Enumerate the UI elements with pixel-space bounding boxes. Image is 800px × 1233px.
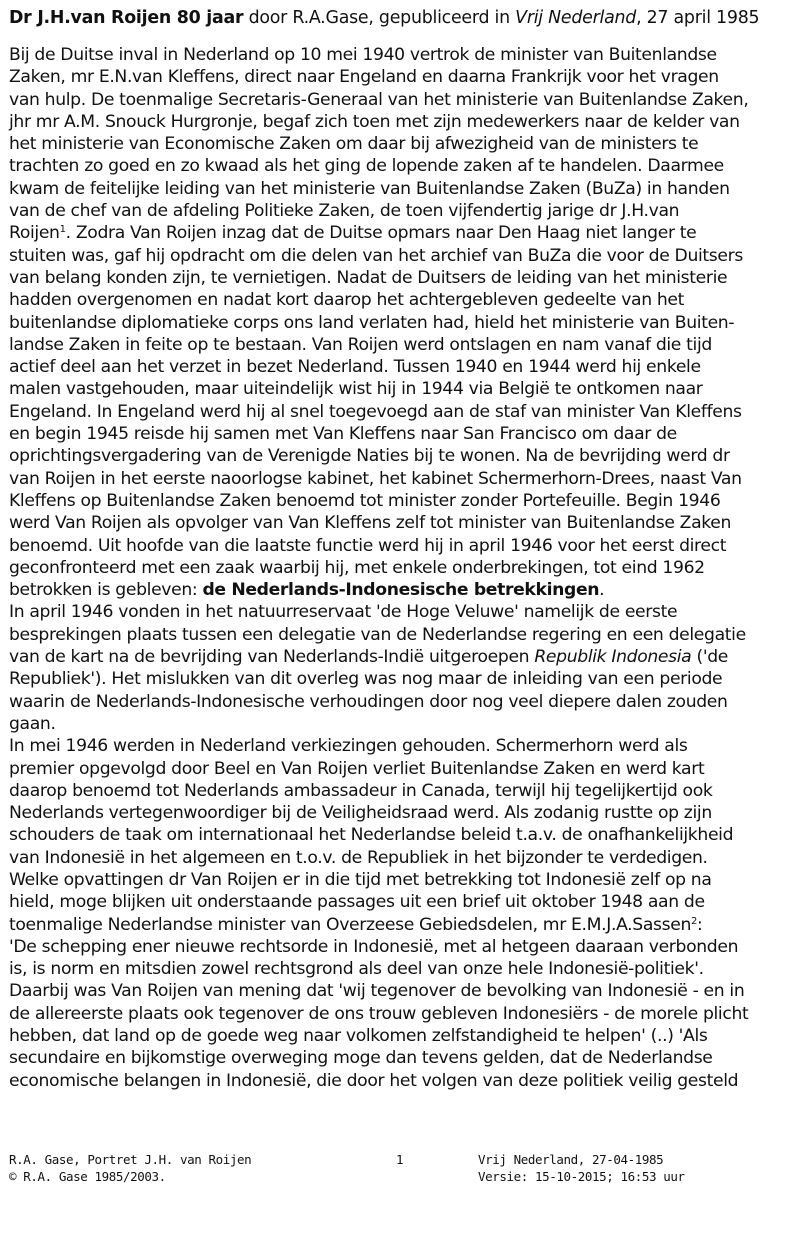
text-line: waarin de Nederlands-Indonesische verhoudingen door nog veel diepere dalen zouden xyxy=(9,691,728,712)
text-line: Bij de Duitse inval in Nederland op 10 mei 1940 vertrok de minister van Buitenlandse xyxy=(9,45,717,65)
text-line: Engeland. In Engeland werd hij al snel toegevoegd aan de staf van minister Van Kleffens xyxy=(9,401,742,422)
text-line: geconfronteerd met een zaak waarbij hij, met enkele onderbrekingen, tot eind 1962 xyxy=(9,557,705,578)
footer-author: R.A. Gase, Portret J.H. van Roijen xyxy=(9,1152,252,1167)
footer-copyright: © R.A. Gase 1985/2003. xyxy=(9,1169,166,1184)
text-line: secundaire en bijkomstige overweging moge dan tevens gelden, dat de Nederlandse xyxy=(9,1048,713,1069)
text-line: en begin 1945 reisde hij samen met Van Kleffens naar San Francisco om daar de xyxy=(9,424,677,445)
text-line xyxy=(9,646,794,668)
text-line: benoemd. Uit hoofde van die laatste functie werd hij in april 1946 voor het eerst direct xyxy=(9,535,727,556)
title-byline: door R.A.Gase, gepubliceerd in xyxy=(243,8,516,28)
text-line: hield, moge blijken uit onderstaande passages uit een brief uit oktober 1948 aan de xyxy=(9,892,705,913)
text-line: economische belangen in Indonesië, die door het volgen van deze politiek veilig gesteld xyxy=(9,1070,739,1091)
text-line: hebben, dat land op de goede weg naar volkomen zelfstandigheid te helpen' (..) 'Als xyxy=(9,1026,708,1047)
text-line: Nederlands vertegenwoordiger bij de Veiligheidsraad werd. Als zodanig rustte op zijn xyxy=(9,803,712,824)
article-body xyxy=(9,44,794,1092)
text-line: stuiten was, gaf hij opdracht om die delen van het archief van BuZa die voor de Duitsers xyxy=(9,245,743,266)
text-line: van Roijen in het eerste naoorlogse kabinet, het kabinet Schermerhorn-Drees, naast Van xyxy=(9,468,742,489)
emphasis-italic: Republik Indonesia xyxy=(534,647,692,668)
text-line: van hulp. De toenmalige Secretaris-Generaal van het ministerie van Buitenlandse Zaken, xyxy=(9,89,749,110)
text-span: ('de xyxy=(691,647,728,668)
document-title xyxy=(9,6,794,30)
text-span: : xyxy=(697,914,703,935)
text-line: 'De schepping ener nieuwe rechtsorde in Indonesië, met al hetgeen daaraan verbonden xyxy=(9,936,739,957)
footnote-ref-1: 1 xyxy=(59,224,66,236)
footer-right xyxy=(478,1151,685,1185)
text-line: werd Van Roijen als opvolger van Van Kleffens zelf tot minister van Buitenlandse Zaken xyxy=(9,513,732,534)
text-span: . xyxy=(599,580,605,601)
text-line: jhr mr A.M. Snouck Hurgronje, begaf zich toen met zijn medewerkers naar de kelder van xyxy=(9,111,740,132)
footer-version: Versie: 15-10-2015; 16:53 uur xyxy=(478,1169,685,1184)
text-line: van de chef van de afdeling Politieke Zaken, de toen vijfendertig jarige dr J.H.van xyxy=(9,201,680,222)
text-line: kwam de feitelijke leiding van het ministerie van Buitenlandse Zaken (BuZa) in handen xyxy=(9,178,730,199)
text-line: gaan. xyxy=(9,713,56,734)
text-line: buitenlandse diplomatieke corps ons land verlaten had, hield het ministerie van Buiten- xyxy=(9,312,735,333)
text-line: trachten zo goed en zo kwaad als het ging de lopende zaken af te handelen. Daarmee xyxy=(9,156,724,177)
text-line: Kleffens op Buitenlandse Zaken benoemd tot minister zonder Portefeuille. Begin 1946 xyxy=(9,490,721,511)
title-subject: Dr J.H.van Roijen 80 jaar xyxy=(9,8,244,28)
title-date: , 27 april 1985 xyxy=(636,8,760,28)
text-span: . Zodra Van Roijen inzag dat de Duitse opmars naar Den Haag niet langer te xyxy=(65,223,697,244)
text-line: Daarbij was Van Roijen van mening dat 'wij tegenover de bevolking van Indonesië - en in xyxy=(9,981,745,1002)
text-line: besprekingen plaats tussen een delegatie van de Nederlandse regering en een delegatie xyxy=(9,624,746,645)
text-line: schouders de taak om internationaal het Nederlandse beleid t.a.v. de onafhankelijkheid xyxy=(9,825,734,846)
text-line: actief deel aan het verzet in bezet Nederland. Tussen 1940 en 1944 werd hij enkele xyxy=(9,357,701,378)
text-line: hadden overgenomen en nadat kort daarop het achtergebleven gedeelte van het xyxy=(9,290,685,311)
text-line: landse Zaken in feite op te bestaan. Van Roijen werd ontslagen en nam vanaf die tijd xyxy=(9,334,712,355)
text-line: is, is norm en mitsdien zowel rechtsgrond als deel van onze hele Indonesië-politiek'. xyxy=(9,959,704,980)
text-line xyxy=(9,222,794,244)
page-number: 1 xyxy=(396,1152,404,1167)
text-line: In april 1946 vonden in het natuurreservaat 'de Hoge Veluwe' namelijk de eerste xyxy=(9,602,678,623)
text-line: daarop benoemd tot Nederlands ambassadeur in Canada, terwijl hij tegelijkertijd ook xyxy=(9,780,713,801)
text-line: Zaken, mr E.N.van Kleffens, direct naar Engeland en daarna Frankrijk voor het vragen xyxy=(9,67,719,88)
text-line: premier opgevolgd door Beel en Van Roijen verliet Buitenlandse Zaken en werd kart xyxy=(9,758,705,779)
text-line: de allereerste plaats ook tegenover de ons trouw gebleven Indonesiërs - de morele plicht xyxy=(9,1003,749,1024)
footer-source: Vrij Nederland, 27-04-1985 xyxy=(478,1152,664,1167)
text-line: oprichtingsvergadering van de Verenigde Naties bij te wonen. Na de bevrijding werd dr xyxy=(9,446,730,467)
text-line: van Indonesië in het algemeen en t.o.v. de Republiek in het bijzonder te verdedigen. xyxy=(9,847,708,868)
text-span: toenmalige Nederlandse minister van Overzeese Gebiedsdelen, mr E.M.J.A.Sassen xyxy=(9,914,692,935)
text-line: malen vastgehouden, maar uiteindelijk wist hij in 1944 via België te ontkomen naar xyxy=(9,379,703,400)
text-line: het ministerie van Economische Zaken om daar bij afwezigheid van de ministers te xyxy=(9,134,699,155)
text-line: In mei 1946 werden in Nederland verkiezingen gehouden. Schermerhorn werd als xyxy=(9,736,688,757)
text-line: van belang konden zijn, te vernietigen. Nadat de Duitsers de leiding van het ministerie xyxy=(9,267,728,288)
text-span: betrokken is gebleven: xyxy=(9,580,203,601)
footer-left xyxy=(9,1151,251,1185)
text-line xyxy=(9,579,794,601)
emphasis-bold: de Nederlands-Indonesische betrekkingen xyxy=(202,580,600,601)
title-publication: Vrij Nederland xyxy=(515,8,637,28)
text-span: Roijen xyxy=(9,223,60,244)
text-span: van de kart na de bevrijding van Nederlands-Indië uitgeroepen xyxy=(9,647,535,668)
text-line xyxy=(9,914,794,936)
footnote-ref-2: 2 xyxy=(691,915,698,927)
text-line: Welke opvattingen dr Van Roijen er in die tijd met betrekking tot Indonesië zelf op na xyxy=(9,869,712,890)
text-line: Republiek'). Het mislukken van dit overleg was nog maar de inleiding van een periode xyxy=(9,669,723,690)
